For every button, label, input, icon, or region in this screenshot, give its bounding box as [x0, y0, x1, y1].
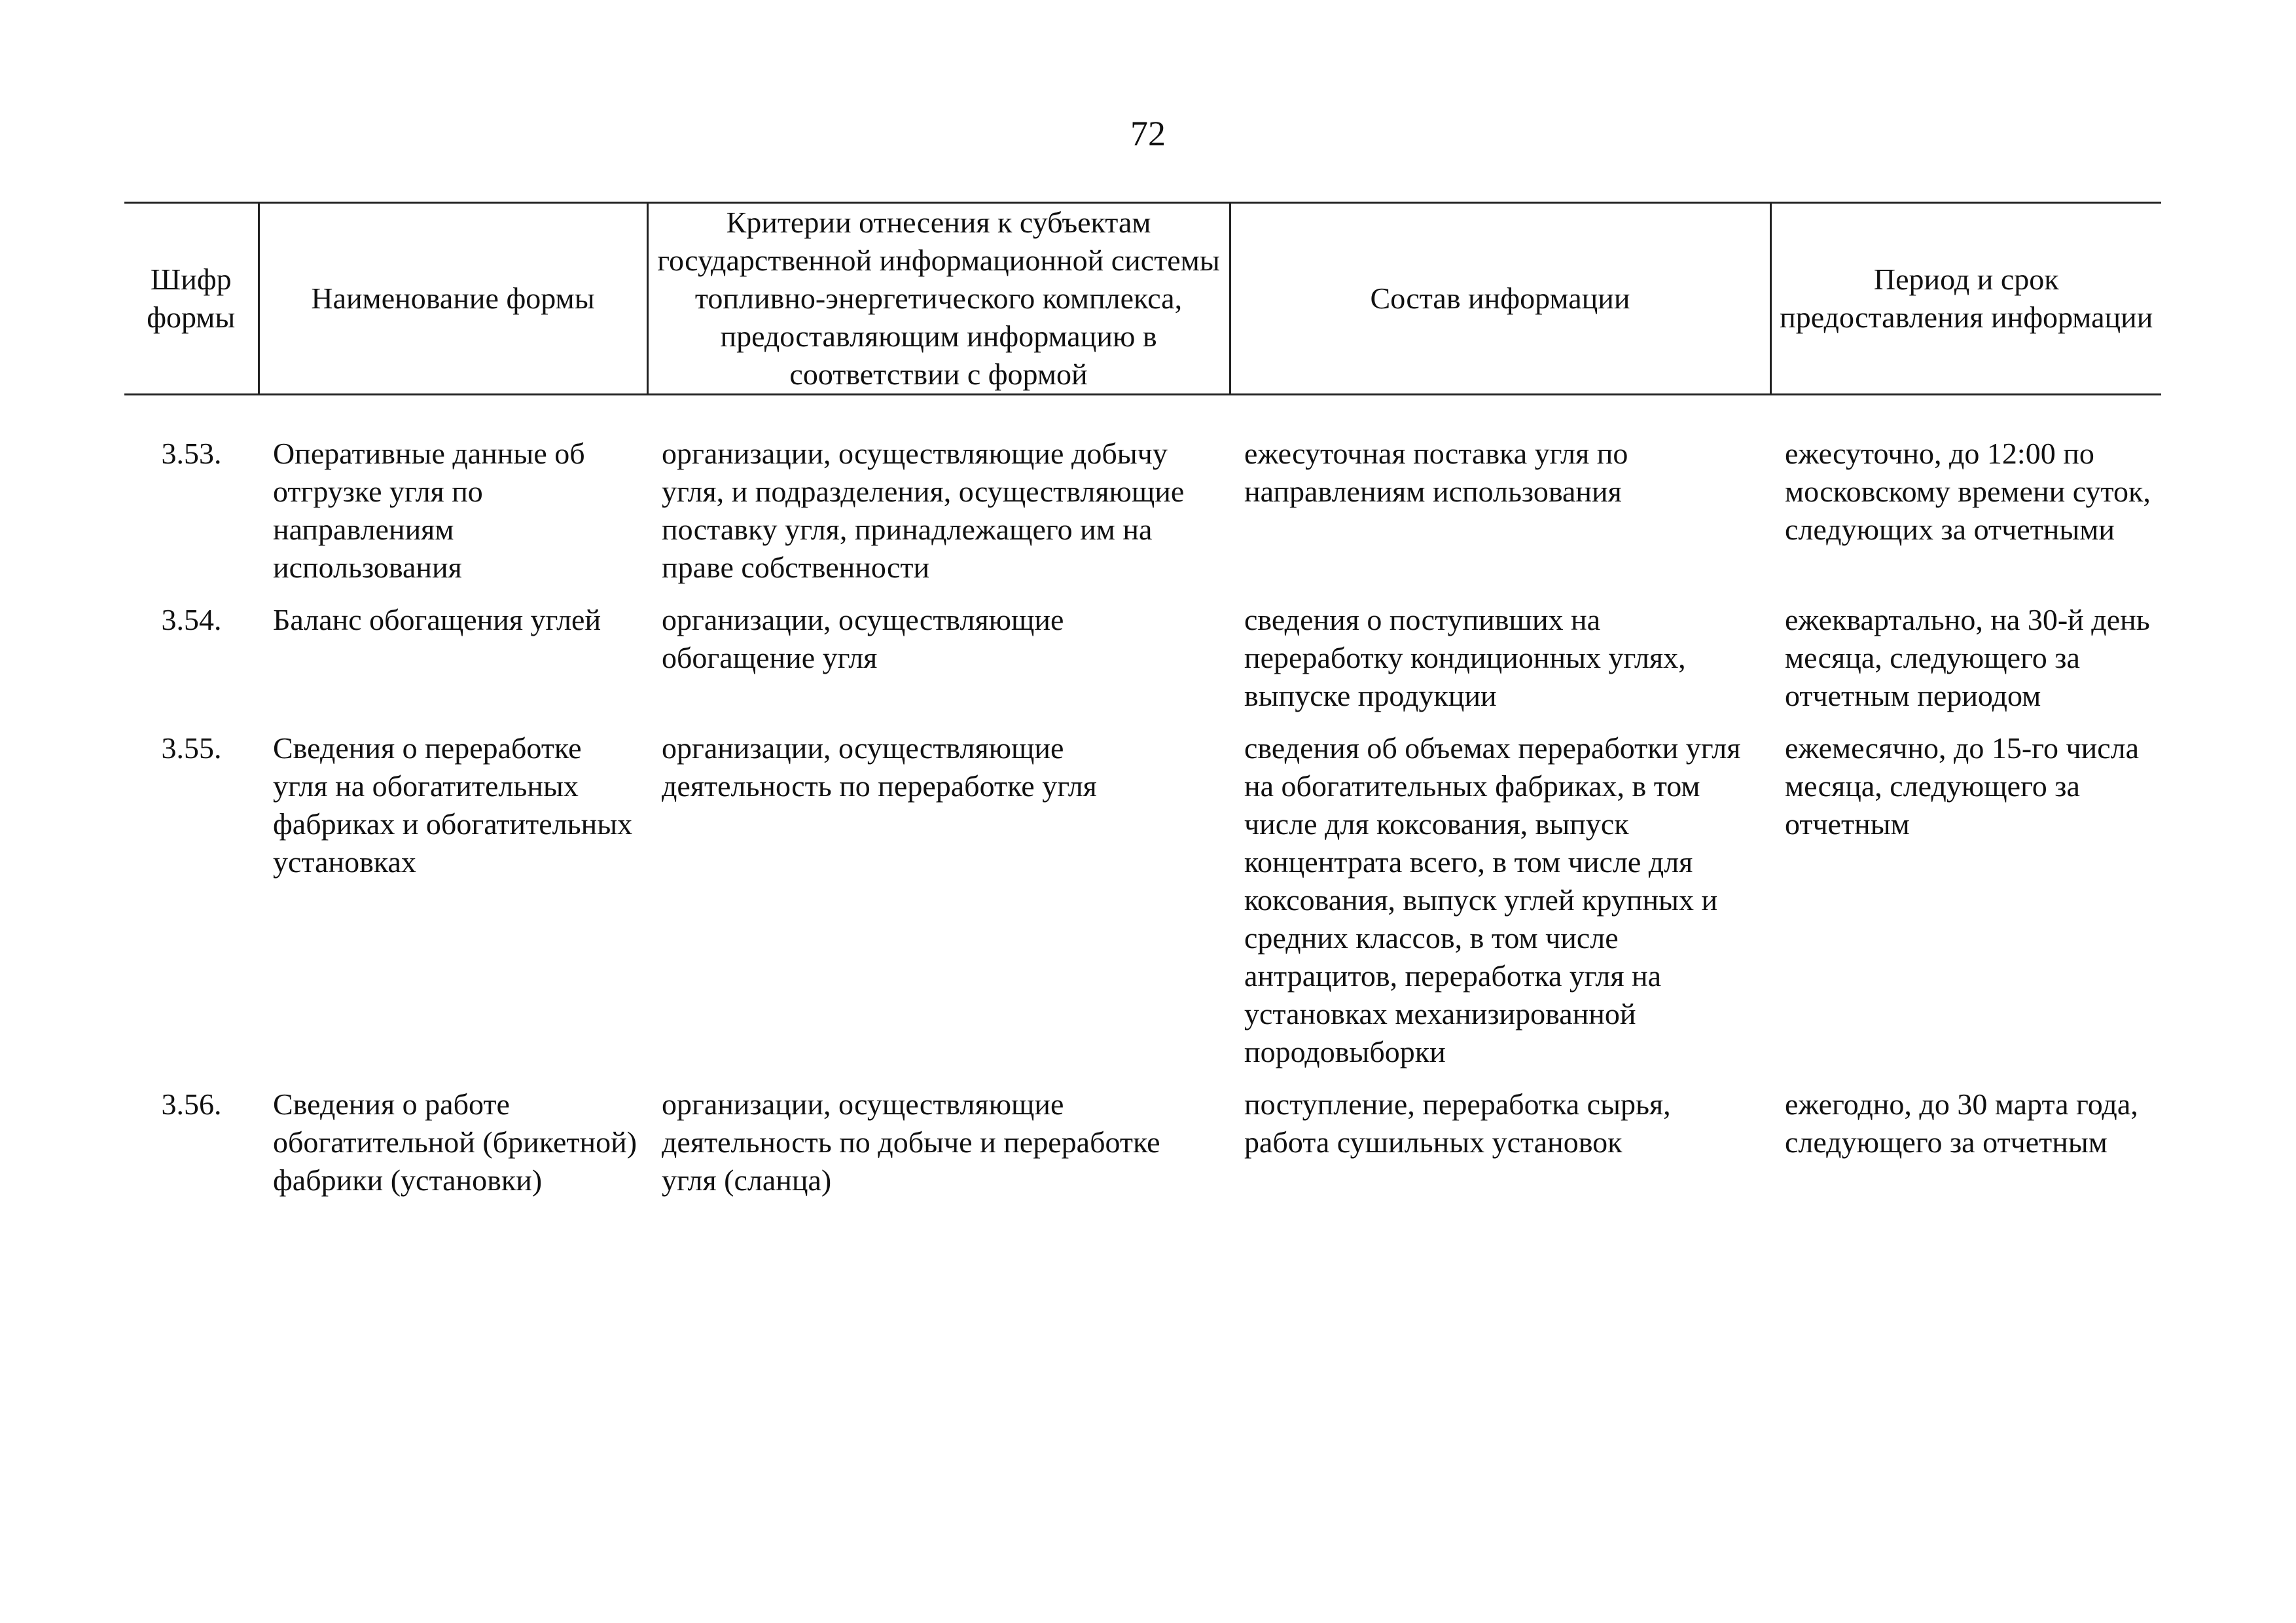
- row-content: ежесуточная поставка угля по направлениям использования: [1244, 437, 1628, 508]
- header-period: Период и срок предоставления информации: [1770, 203, 2161, 395]
- table-header: [124, 203, 2161, 395]
- table-row: [124, 601, 2161, 729]
- row-form-name: Оперативные данные об отгрузке угля по направлениям использования: [273, 437, 585, 584]
- row-period: ежегодно, до 30 марта года, следующего за отчетным: [1785, 1087, 2138, 1159]
- table-body: [124, 395, 2161, 1214]
- page-number: 72: [1130, 114, 1166, 153]
- header-code: Шифр формы: [124, 203, 259, 395]
- header-criteria: Критерии отнесения к субъектам государственной информационной системы топливно-энергетического комплекса, предоставляющим информацию в соответствии с формой: [647, 203, 1230, 395]
- row-criteria: организации, осуществляющие обогащение угля: [662, 603, 1064, 674]
- row-criteria: организации, осуществляющие добычу угля, и подразделения, осуществляющие поставку угля, принадлежащего им на праве собственности: [662, 437, 1185, 584]
- row-code: 3.53.: [161, 437, 222, 470]
- row-period: ежесуточно, до 12:00 по московскому времени суток, следующих за отчетными: [1785, 437, 2151, 546]
- row-content: сведения о поступивших на переработку кондиционных углях, выпуске продукции: [1244, 603, 1686, 712]
- row-content: поступление, переработка сырья, работа сушильных установок: [1244, 1087, 1671, 1159]
- row-period: ежеквартально, на 30-й день месяца, следующего за отчетным периодом: [1785, 603, 2150, 712]
- row-code: 3.54.: [161, 603, 222, 636]
- table-row: [124, 729, 2161, 1085]
- table-row: [124, 1085, 2161, 1214]
- row-code: 3.55.: [161, 731, 222, 765]
- row-content: сведения об объемах переработки угля на обогатительных фабриках, в том числе для коксования, выпуск концентрата всего, в том числе для коксования, выпуск углей крупных и средних классов, в том числе антрацитов, переработка угля на установках механизированной породовыборки: [1244, 731, 1741, 1068]
- header-form-name: Наименование формы: [259, 203, 647, 395]
- row-form-name: Баланс обогащения углей: [273, 603, 601, 636]
- row-criteria: организации, осуществляющие деятельность по переработке угля: [662, 731, 1097, 803]
- row-code: 3.56.: [161, 1087, 222, 1121]
- row-form-name: Сведения о работе обогатительной (брикетной) фабрики (установки): [273, 1087, 637, 1197]
- forms-table: [124, 202, 2161, 1214]
- table-row: [124, 395, 2161, 602]
- row-period: ежемесячно, до 15-го числа месяца, следующего за отчетным: [1785, 731, 2139, 841]
- row-criteria: организации, осуществляющие деятельность по добыче и переработке угля (сланца): [662, 1087, 1160, 1197]
- row-form-name: Сведения о переработке угля на обогатительных фабриках и обогатительных установках: [273, 731, 633, 879]
- header-content: Состав информации: [1230, 203, 1770, 395]
- header-row: [124, 203, 2161, 395]
